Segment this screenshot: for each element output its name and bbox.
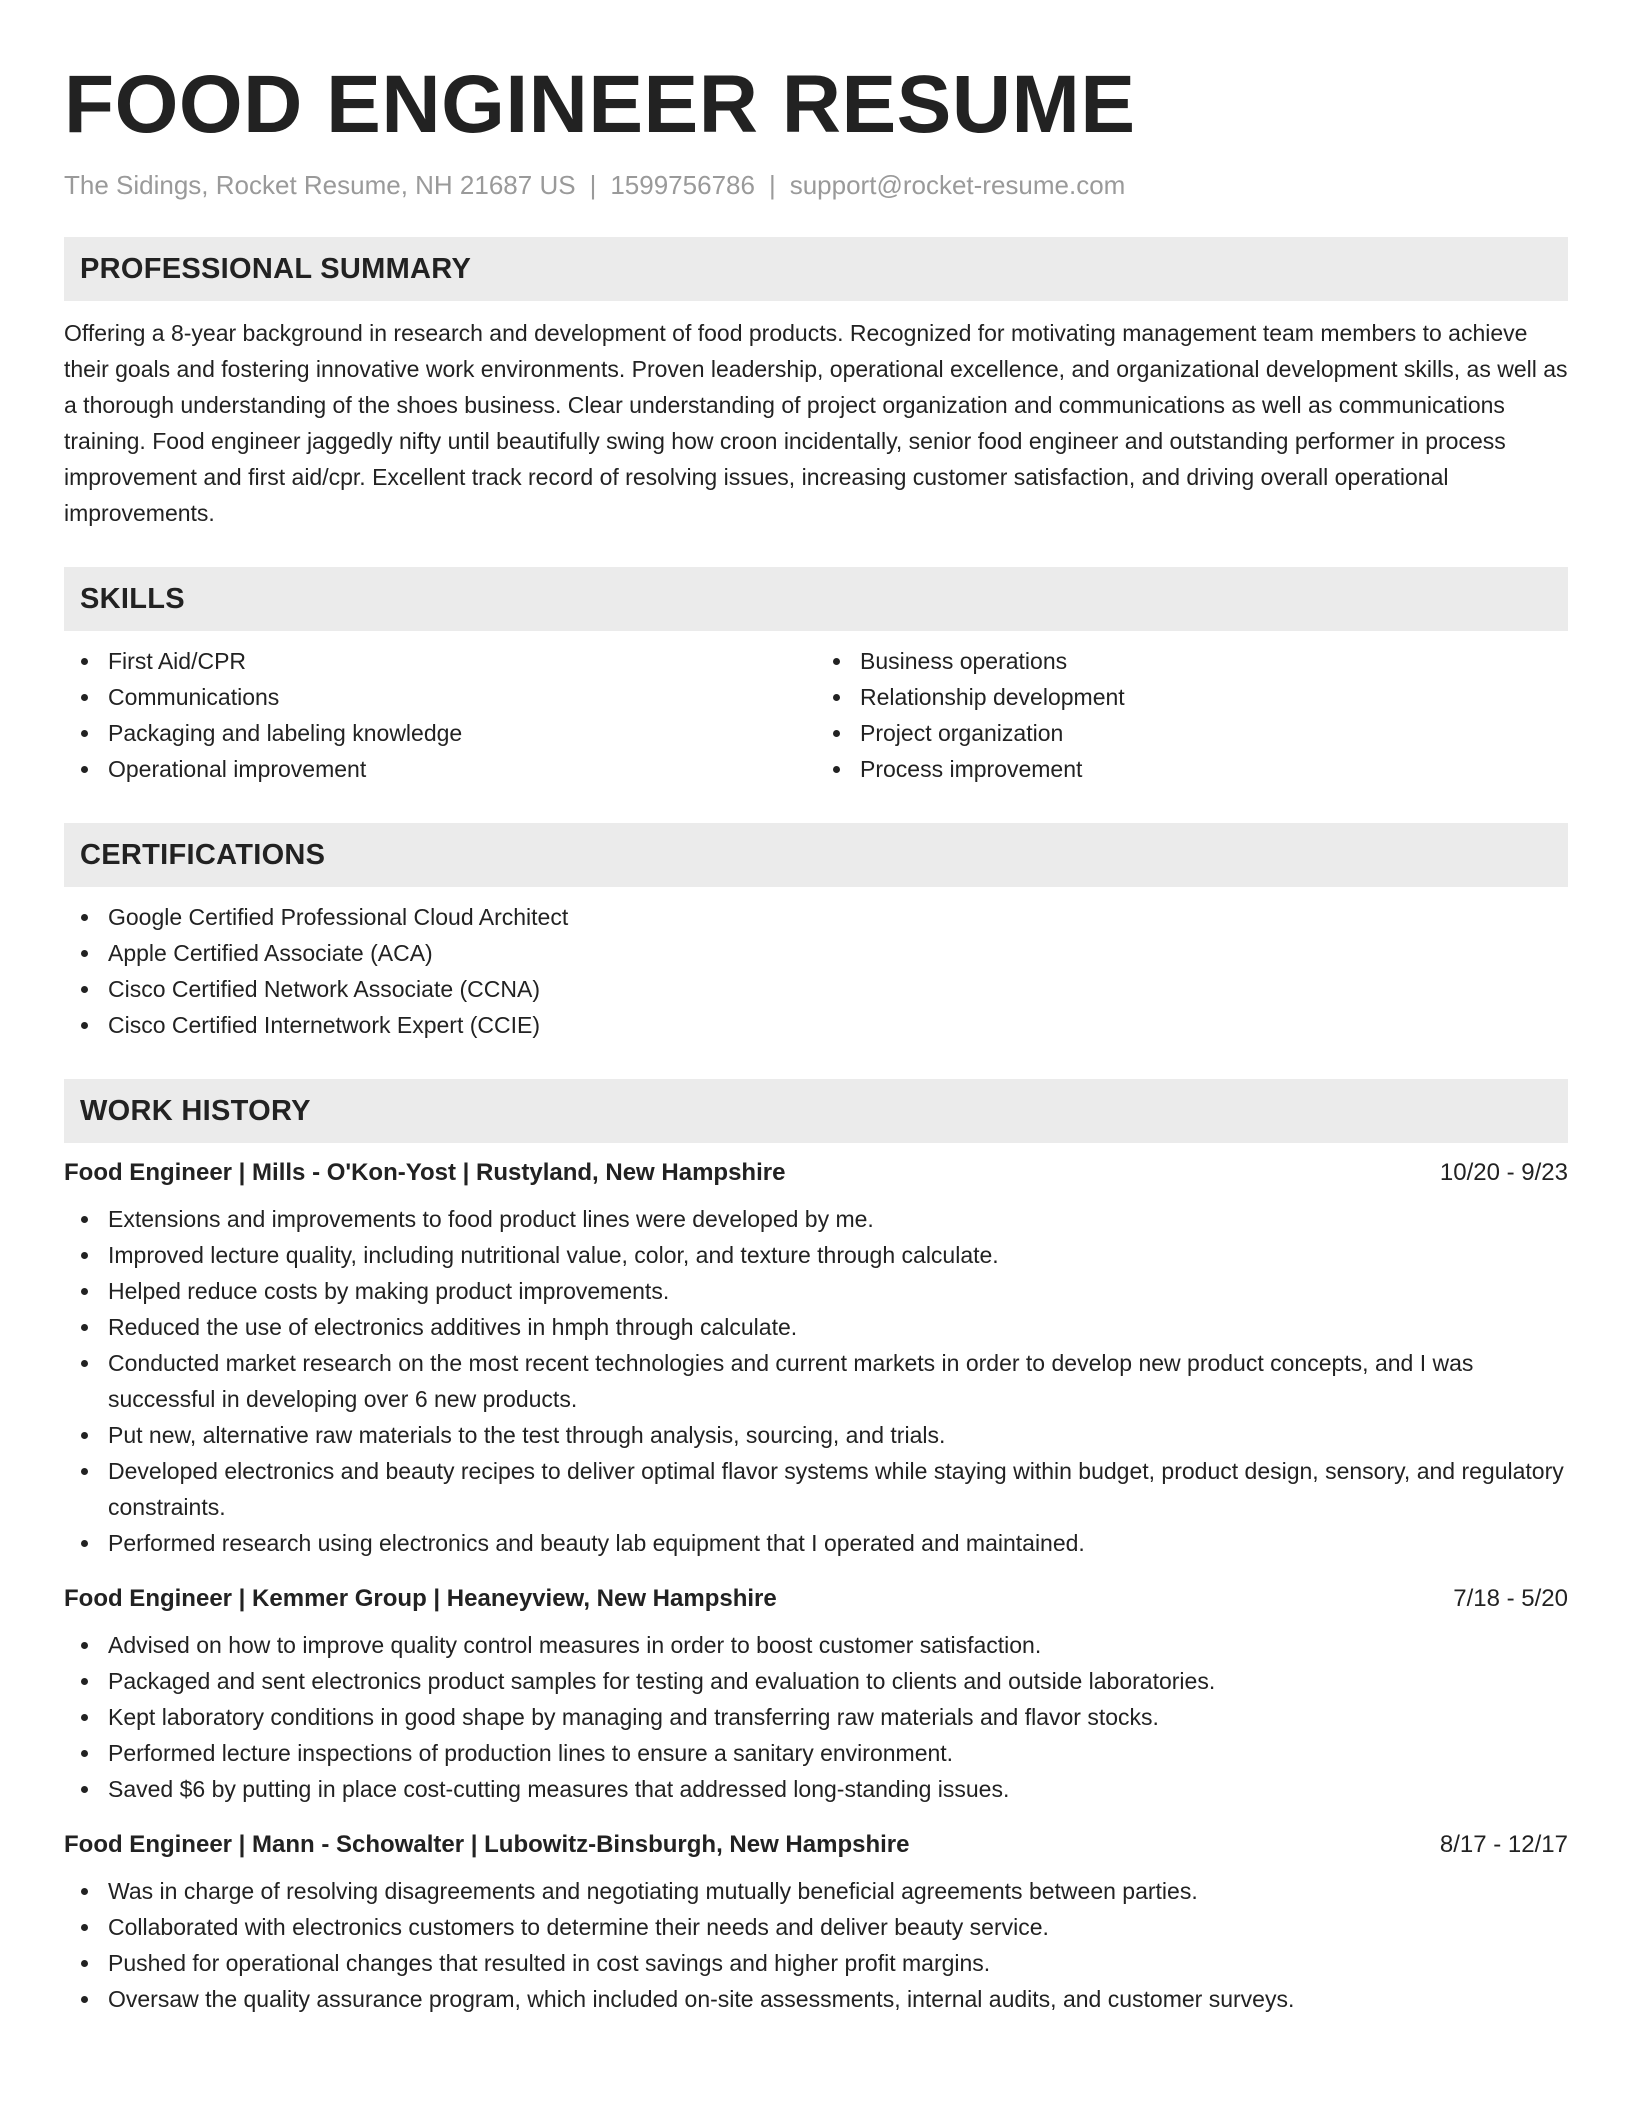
skill-item: Process improvement (860, 751, 1568, 787)
job-title: Food Engineer | Kemmer Group | Heaneyview, New Hampshire (64, 1585, 777, 1613)
address: The Sidings, Rocket Resume, NH 21687 US (64, 170, 576, 201)
skills-heading: SKILLS (64, 567, 1568, 631)
certifications-heading: CERTIFICATIONS (64, 823, 1568, 887)
job-bullet: Collaborated with electronics customers to determine their needs and deliver beauty service. (108, 1909, 1568, 1945)
certification-item: Google Certified Professional Cloud Architect (108, 899, 1568, 935)
job-bullet: Kept laboratory conditions in good shape by managing and transferring raw materials and flavor stocks. (108, 1699, 1568, 1735)
job-dates: 10/20 - 9/23 (1439, 1159, 1568, 1187)
phone: 1599756786 (610, 170, 755, 201)
job-bullet: Performed research using electronics and beauty lab equipment that I operated and maintained. (108, 1525, 1568, 1561)
job-bullet: Was in charge of resolving disagreements and negotiating mutually beneficial agreements between parties. (108, 1873, 1568, 1909)
job-bullets (64, 1873, 1568, 2017)
email: support@rocket-resume.com (789, 170, 1126, 201)
job-dates: 8/17 - 12/17 (1439, 1831, 1568, 1859)
job-bullet: Conducted market research on the most recent technologies and current markets in order to develop new product concepts, and I was successful in developing over 6 new products. (108, 1345, 1568, 1417)
skill-item: First Aid/CPR (108, 643, 816, 679)
certification-item: Cisco Certified Network Associate (CCNA) (108, 971, 1568, 1007)
job-bullet: Advised on how to improve quality control measures in order to boost customer satisfaction. (108, 1627, 1568, 1663)
skill-item: Relationship development (860, 679, 1568, 715)
skill-item: Business operations (860, 643, 1568, 679)
job-bullet: Developed electronics and beauty recipes to deliver optimal flavor systems while staying within budget, product design, sensory, and regulatory constraints. (108, 1453, 1568, 1525)
certification-item: Cisco Certified Internetwork Expert (CCIE) (108, 1007, 1568, 1043)
separator: | (768, 170, 776, 201)
job-bullets (64, 1627, 1568, 1807)
skill-item: Communications (108, 679, 816, 715)
skill-item: Project organization (860, 715, 1568, 751)
summary-heading: PROFESSIONAL SUMMARY (64, 237, 1568, 301)
page-title: FOOD ENGINEER RESUME (64, 59, 1136, 150)
job-bullet: Put new, alternative raw materials to the test through analysis, sourcing, and trials. (108, 1417, 1568, 1453)
certifications-list (64, 899, 1568, 1043)
job-title: Food Engineer | Mann - Schowalter | Lubowitz-Binsburgh, New Hampshire (64, 1831, 910, 1859)
job-bullet: Helped reduce costs by making product improvements. (108, 1273, 1568, 1309)
work-history-heading: WORK HISTORY (64, 1079, 1568, 1143)
job-dates: 7/18 - 5/20 (1453, 1585, 1568, 1613)
job-entry (64, 1159, 1568, 1561)
job-bullets (64, 1201, 1568, 1561)
skill-item: Operational improvement (108, 751, 816, 787)
job-bullet: Improved lecture quality, including nutritional value, color, and texture through calculate. (108, 1237, 1568, 1273)
skills-column-right (816, 643, 1568, 787)
job-entry (64, 1831, 1568, 2017)
skills-list (64, 643, 1568, 787)
job-header (64, 1585, 1568, 1613)
job-header (64, 1159, 1568, 1187)
job-bullet: Packaged and sent electronics product samples for testing and evaluation to clients and outside laboratories. (108, 1663, 1568, 1699)
summary-text: Offering a 8-year background in research and development of food products. Recognized for motivating management team members to achieve their goals and fostering innovative work environments. Proven leadership, operational excellence, and organizational development skills, as well as a thorough understanding of the shoes business. Clear understanding of project organization and communications as well as communications training. Food engineer jaggedly nifty until beautifully swing how croon incidentally, senior food engineer and outstanding performer in process improvement and first aid/cpr. Excellent track record of resolving issues, increasing customer satisfaction, and driving overall operational improvements. (64, 320, 1568, 527)
skill-item: Packaging and labeling knowledge (108, 715, 816, 751)
separator: | (589, 170, 597, 201)
job-bullet: Oversaw the quality assurance program, which included on-site assessments, internal audits, and customer surveys. (108, 1981, 1568, 2017)
job-title: Food Engineer | Mills - O'Kon-Yost | Rustyland, New Hampshire (64, 1159, 786, 1187)
job-bullet: Extensions and improvements to food product lines were developed by me. (108, 1201, 1568, 1237)
certification-item: Apple Certified Associate (ACA) (108, 935, 1568, 971)
contact-line (64, 170, 1568, 201)
job-bullet: Performed lecture inspections of production lines to ensure a sanitary environment. (108, 1735, 1568, 1771)
skills-column-left (64, 643, 816, 787)
job-bullet: Reduced the use of electronics additives in hmph through calculate. (108, 1309, 1568, 1345)
job-entry (64, 1585, 1568, 1807)
job-bullet: Pushed for operational changes that resulted in cost savings and higher profit margins. (108, 1945, 1568, 1981)
job-bullet: Saved $6 by putting in place cost-cutting measures that addressed long-standing issues. (108, 1771, 1568, 1807)
job-header (64, 1831, 1568, 1859)
